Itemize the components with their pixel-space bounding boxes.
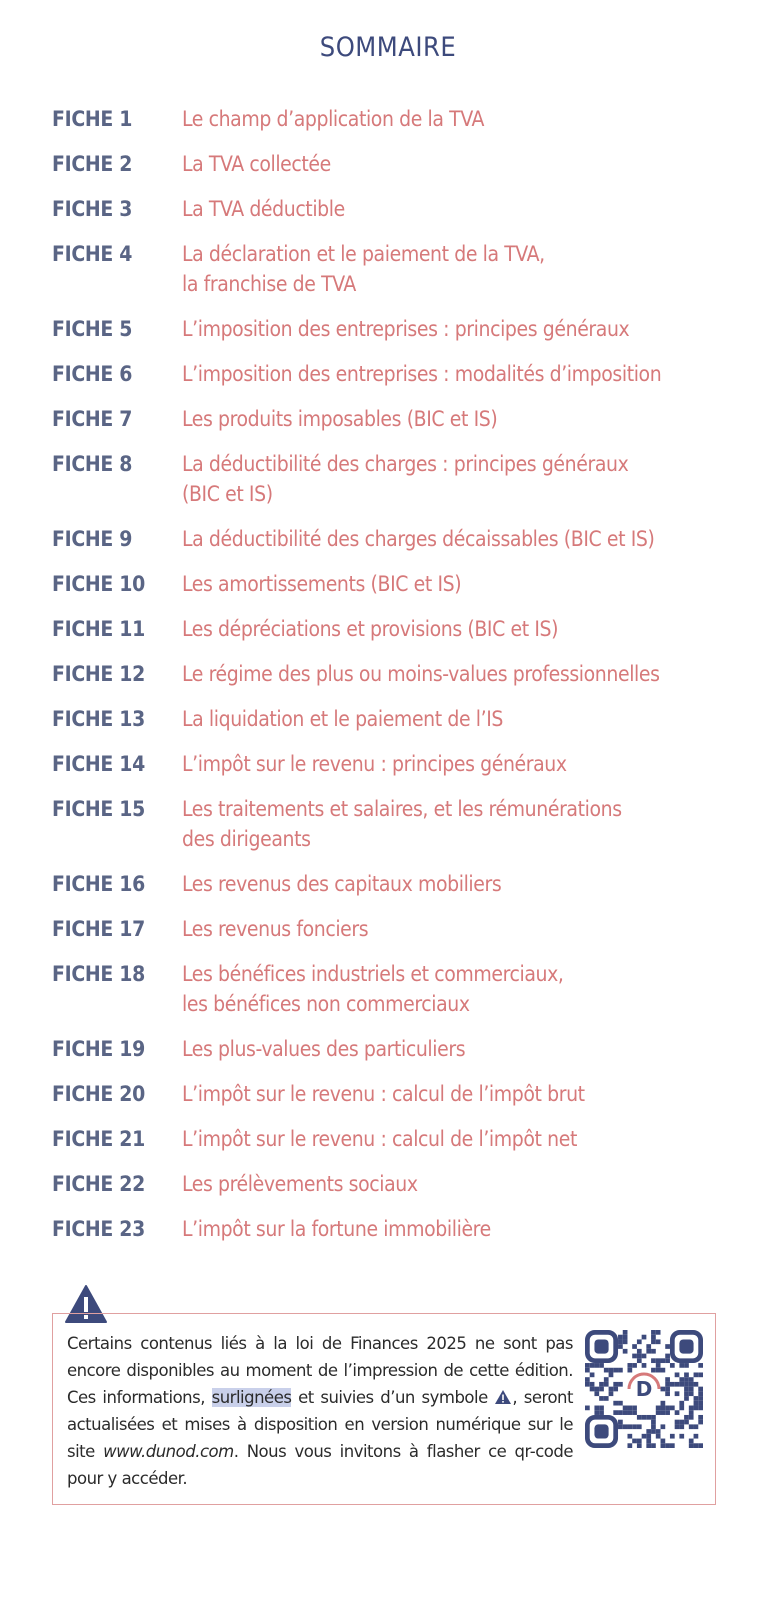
fiche-title: L’impôt sur le revenu : calcul de l’impôt brut [182,1082,585,1106]
fiche-title: La TVA déductible [182,197,345,221]
toc-entry[interactable] [52,524,752,554]
fiche-title: L’impôt sur le revenu : calcul de l’impôt net [182,1127,577,1151]
toc-entry[interactable] [52,239,752,299]
fiche-title: Les dépréciations et provisions (BIC et IS) [182,617,559,641]
fiche-number: FICHE 14 [52,752,145,776]
toc-entry[interactable] [52,869,752,899]
fiche-number: FICHE 5 [52,317,133,341]
notice-text-part2: et suivies d’un symbole [291,1388,495,1407]
fiche-number: FICHE 22 [52,1172,145,1196]
fiche-title: Le régime des plus ou moins-values professionnelles [182,662,660,686]
fiche-number: FICHE 17 [52,917,145,941]
toc-entry[interactable] [52,314,752,344]
toc-entry[interactable] [52,194,752,224]
svg-text:D: D [635,1377,653,1401]
fiche-title: Les plus-values des particuliers [182,1037,466,1061]
fiche-number: FICHE 16 [52,872,145,896]
fiche-number: FICHE 6 [52,362,133,386]
table-of-contents [52,104,752,1259]
fiche-number: FICHE 10 [52,572,145,596]
toc-entry[interactable] [52,1124,752,1154]
fiche-title: Les revenus des capitaux mobiliers [182,872,502,896]
fiche-number: FICHE 7 [52,407,133,431]
fiche-title: La déductibilité des charges décaissables (BIC et IS) [182,527,655,551]
fiche-number: FICHE 13 [52,707,145,731]
fiche-number: FICHE 23 [52,1217,145,1241]
toc-entry[interactable] [52,449,752,509]
fiche-title: Les produits imposables (BIC et IS) [182,407,498,431]
toc-entry[interactable] [52,359,752,389]
site-link[interactable]: www.dunod.com [103,1442,234,1461]
fiche-number: FICHE 12 [52,662,145,686]
fiche-title: La TVA collectée [182,152,331,176]
fiche-number: FICHE 19 [52,1037,145,1061]
toc-entry[interactable] [52,1169,752,1199]
fiche-title: Les prélèvements sociaux [182,1172,418,1196]
page-title: SOMMAIRE [319,32,457,63]
fiche-number: FICHE 11 [52,617,145,641]
fiche-number: FICHE 21 [52,1127,145,1151]
toc-entry[interactable] [52,104,752,134]
toc-entry[interactable] [52,914,752,944]
fiche-number: FICHE 9 [52,527,133,551]
notice-box [52,1313,716,1505]
toc-entry[interactable] [52,1079,752,1109]
toc-entry[interactable] [52,704,752,734]
fiche-title: Les bénéfices industriels et commerciaux, les bénéfices non commerciaux [182,962,564,1016]
toc-entry[interactable] [52,794,752,854]
fiche-title: L’imposition des entreprises : principes généraux [182,317,630,341]
notice-text-part1: Certains contenus liés à la loi de Finances 2025 ne sont pas encore disponibles au moment de l’impression de cette édition. Ces informations, [67,1334,573,1407]
toc-entry[interactable] [52,959,752,1019]
warning-triangle-icon [494,1389,512,1405]
notice-text-part3: , seront actualisées et mises à disposition en version numérique sur le site [67,1388,573,1461]
fiche-number: FICHE 18 [52,962,145,986]
notice-text-part4: . Nous vous invitons à flasher ce qr-code pour y accéder. [67,1442,574,1488]
fiche-title: L’impôt sur le revenu : principes généraux [182,752,567,776]
fiche-title: Le champ d’application de la TVA [182,107,485,131]
fiche-title: L’imposition des entreprises : modalités d’imposition [182,362,662,386]
toc-entry[interactable] [52,1214,752,1244]
fiche-title: L’impôt sur la fortune immobilière [182,1217,491,1241]
toc-entry[interactable] [52,614,752,644]
fiche-number: FICHE 2 [52,152,133,176]
fiche-title: Les traitements et salaires, et les rémunérations des dirigeants [182,797,622,851]
toc-entry[interactable] [52,659,752,689]
qr-code-icon[interactable] [585,1330,703,1448]
fiche-title: La déductibilité des charges : principes généraux (BIC et IS) [182,452,629,506]
toc-entry[interactable] [52,1034,752,1064]
fiche-title: La déclaration et le paiement de la TVA, la franchise de TVA [182,242,545,296]
fiche-number: FICHE 20 [52,1082,145,1106]
fiche-title: Les revenus fonciers [182,917,369,941]
notice-text [67,1330,573,1492]
toc-entry[interactable] [52,749,752,779]
toc-entry[interactable] [52,404,752,434]
highlighted-word: surlignées [211,1388,292,1407]
fiche-number: FICHE 8 [52,452,133,476]
fiche-number: FICHE 3 [52,197,133,221]
fiche-number: FICHE 15 [52,797,145,821]
toc-entry[interactable] [52,149,752,179]
fiche-title: Les amortissements (BIC et IS) [182,572,462,596]
fiche-number: FICHE 1 [52,107,133,131]
toc-entry[interactable] [52,569,752,599]
fiche-number: FICHE 4 [52,242,133,266]
fiche-title: La liquidation et le paiement de l’IS [182,707,503,731]
